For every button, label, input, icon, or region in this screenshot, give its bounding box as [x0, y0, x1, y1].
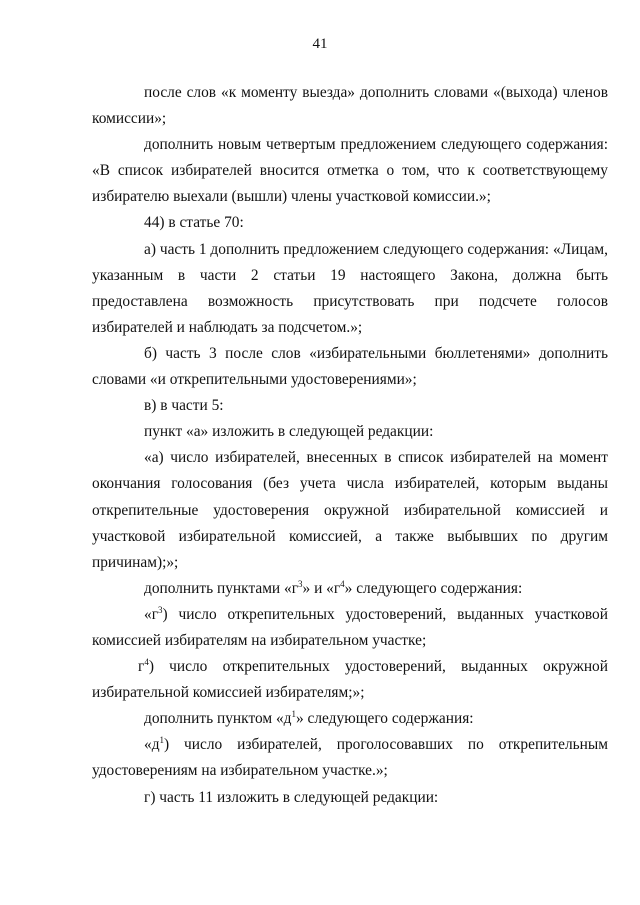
- text-run: ) число избирателей, проголосовавших по открепительным удостоверениям на избирательном участке.»;: [92, 736, 608, 780]
- paragraph: [92, 732, 608, 784]
- text-run: дополнить пунктами «г: [144, 579, 299, 597]
- superscript: 4: [340, 578, 345, 589]
- paragraph: б) часть 3 после слов «избирательными бюллетенями» дополнить словами «и открепительными удостоверениями»;: [92, 344, 608, 389]
- paragraph: [92, 654, 608, 706]
- paragraph: «а) число избирателей, внесенных в список избирателей на момент окончания голосования (без учета числа избирателей, которым выданы открепительные удостоверения окружной избирательной комиссией и участковой избирательной комиссией, а также выбывших по другим причинам);»;: [92, 449, 608, 571]
- paragraph: а) часть 1 дополнить предложением следующего содержания: «Лицам, указанным в части 2 статьи 19 настоящего Закона, должна быть предоставлена возможность присутствовать при подсчете голосов избирателей и наблюдать за подсчетом.»;: [92, 240, 608, 336]
- paragraph: [92, 602, 608, 654]
- text-run: «г: [144, 605, 159, 623]
- text-run: » следующего содержания:: [344, 579, 523, 597]
- paragraph: [92, 576, 608, 602]
- text-run: » следующего содержания:: [295, 710, 474, 728]
- superscript: 4: [144, 657, 149, 668]
- text-run: ) число открепительных удостоверений, выданных участковой комиссией избирателям на избирательном участке;: [92, 605, 608, 649]
- paragraph: пункт «а» изложить в следующей редакции:: [144, 423, 434, 441]
- text-run: ) число открепительных удостоверений, выданных окружной избирательной комиссией избирателям;»;: [92, 658, 608, 702]
- document-body: [92, 80, 608, 811]
- text-run: г: [138, 658, 145, 676]
- paragraph: дополнить новым четвертым предложением следующего содержания: «В список избирателей вносится отметка о том, что к соответствующему избирателю выехали (вышли) члены участковой комиссии.»;: [92, 136, 608, 206]
- text-run: «д: [144, 736, 160, 754]
- superscript: 3: [298, 578, 303, 589]
- superscript: 1: [291, 709, 296, 720]
- text-run: дополнить пунктом «д: [144, 710, 292, 728]
- paragraph: г) часть 11 изложить в следующей редакции:: [144, 788, 439, 806]
- superscript: 3: [158, 604, 163, 615]
- paragraph: [92, 706, 608, 732]
- paragraph: в) в части 5:: [144, 397, 224, 415]
- paragraph: после слов «к моменту выезда» дополнить словами «(выхода) членов комиссии»;: [92, 84, 608, 128]
- superscript: 1: [159, 735, 165, 746]
- text-run: » и «г: [302, 579, 341, 597]
- page-number: 41: [312, 36, 328, 52]
- paragraph: 44) в статье 70:: [144, 214, 244, 232]
